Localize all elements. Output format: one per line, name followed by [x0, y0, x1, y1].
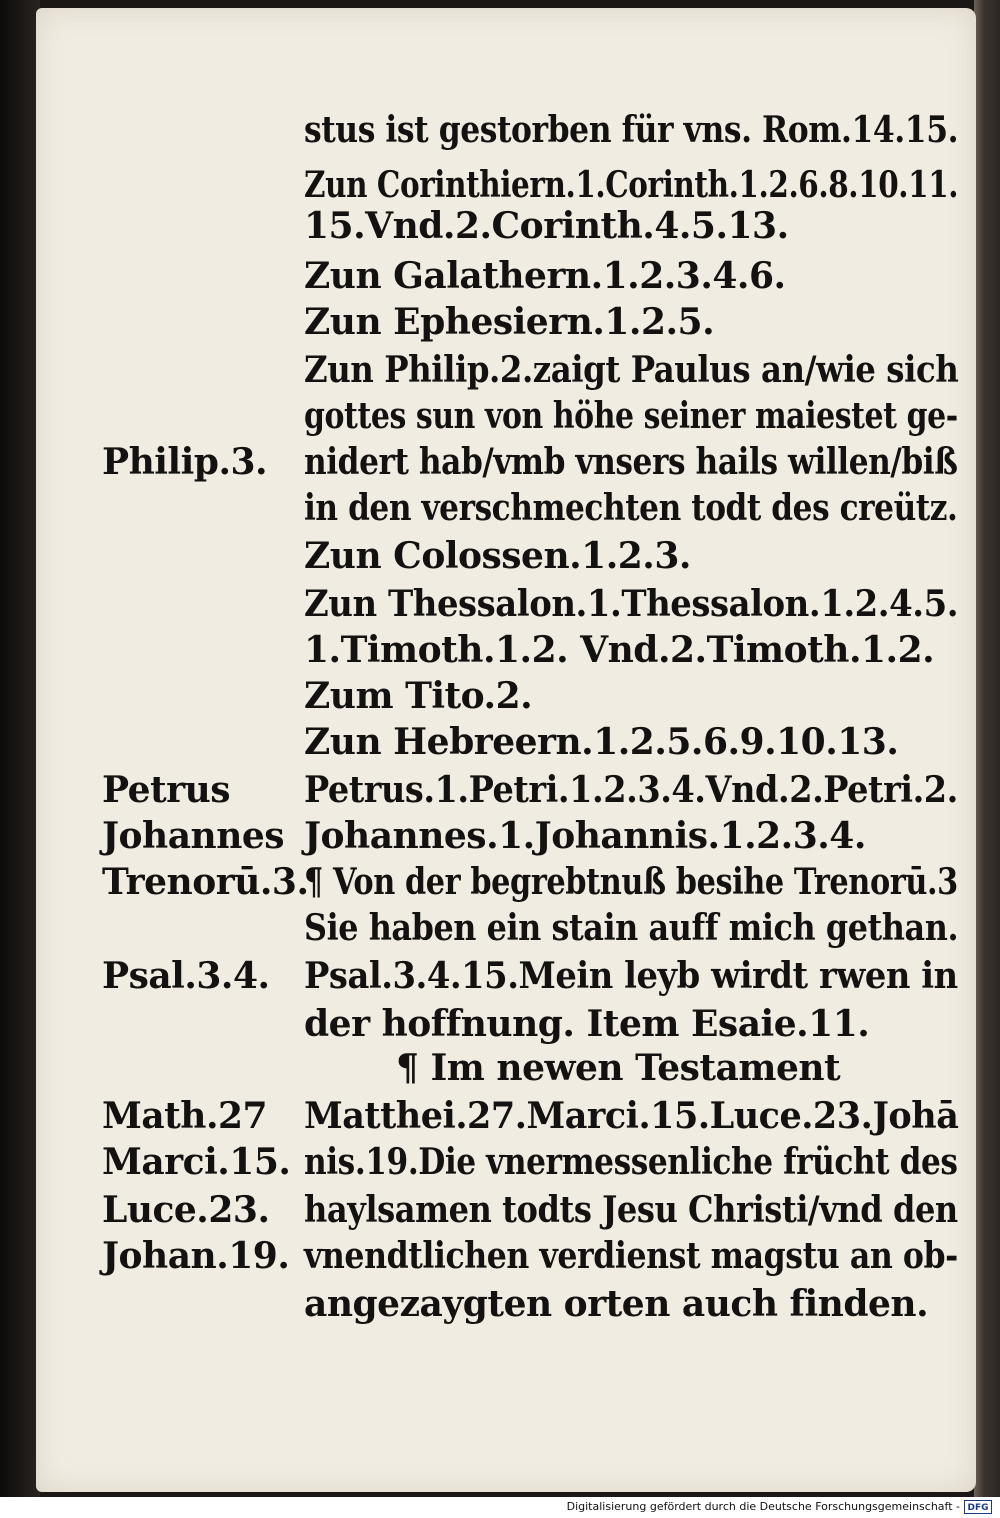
text-line: Johannes.1.Johannis.1.2.3.4. [304, 815, 866, 857]
text-line: nis.19.Die vnermessenliche frücht des [304, 1141, 958, 1183]
text-line: ¶ Von der begrebtnuß besihe Trenorū.3 [304, 861, 958, 903]
text-line: Zun Corinthiern.1.Corinth.1.2.6.8.10.11. [304, 164, 959, 206]
digitization-footer [0, 1497, 1000, 1518]
text-line: Petrus.1.Petri.1.2.3.4.Vnd.2.Petri.2. [304, 769, 958, 811]
text-line: gottes sun von höhe seiner maiestet ge- [304, 395, 958, 437]
margin-note: Petrus [102, 769, 231, 811]
text-line: der hoffnung. Item Esaie.11. [304, 1003, 870, 1045]
text-line: vnendtlichen verdienst magstu an ob- [304, 1235, 958, 1277]
text-line: angezaygten orten auch finden. [304, 1283, 929, 1325]
book-spine-right [974, 0, 1000, 1500]
text-line: Zun Philip.2.zaigt Paulus an/wie sich [304, 349, 959, 391]
text-line: Psal.3.4.15.Mein leyb wirdt rwen in [304, 955, 958, 997]
book-page [36, 8, 976, 1492]
margin-note: Trenorū.3. [102, 861, 309, 903]
margin-note: Philip.3. [102, 441, 268, 483]
text-line: Matthei.27.Marci.15.Luce.23.Johā [304, 1095, 959, 1137]
text-line: Zun Galathern.1.2.3.4.6. [304, 255, 786, 297]
text-line: Zun Hebreern.1.2.5.6.9.10.13. [304, 721, 899, 763]
text-line: Zun Colossen.1.2.3. [304, 535, 691, 577]
text-line: nidert hab/vmb vnsers hails willen/biß [304, 441, 958, 483]
text-line: Sie haben ein stain auff mich gethan. [304, 907, 959, 949]
dfg-logo: DFG [964, 1500, 992, 1514]
section-heading: ¶ Im newen Testament [396, 1047, 841, 1089]
margin-note: Math.27 [102, 1095, 268, 1137]
margin-note: Johannes [102, 815, 285, 857]
text-line: 1.Timoth.1.2. Vnd.2.Timoth.1.2. [304, 629, 935, 671]
margin-note: Johan.19. [102, 1235, 290, 1277]
margin-note: Luce.23. [102, 1189, 270, 1231]
text-line: Zum Tito.2. [304, 675, 533, 717]
footer-credit: Digitalisierung gefördert durch die Deutsche Forschungsgemeinschaft - [566, 1500, 960, 1513]
text-line: Zun Thessalon.1.Thessalon.1.2.4.5. [304, 583, 959, 625]
margin-note: Marci.15. [102, 1141, 291, 1183]
book-spine-left [0, 0, 40, 1500]
text-line: 15.Vnd.2.Corinth.4.5.13. [304, 205, 789, 247]
text-line: haylsamen todts Jesu Christi/vnd den [304, 1189, 958, 1231]
text-line: Zun Ephesiern.1.2.5. [304, 301, 715, 343]
text-line: in den verschmechten todt des creütz. [304, 487, 958, 529]
text-line: stus ist gestorben für vns. Rom.14.15. [304, 109, 959, 151]
margin-note: Psal.3.4. [102, 955, 270, 997]
